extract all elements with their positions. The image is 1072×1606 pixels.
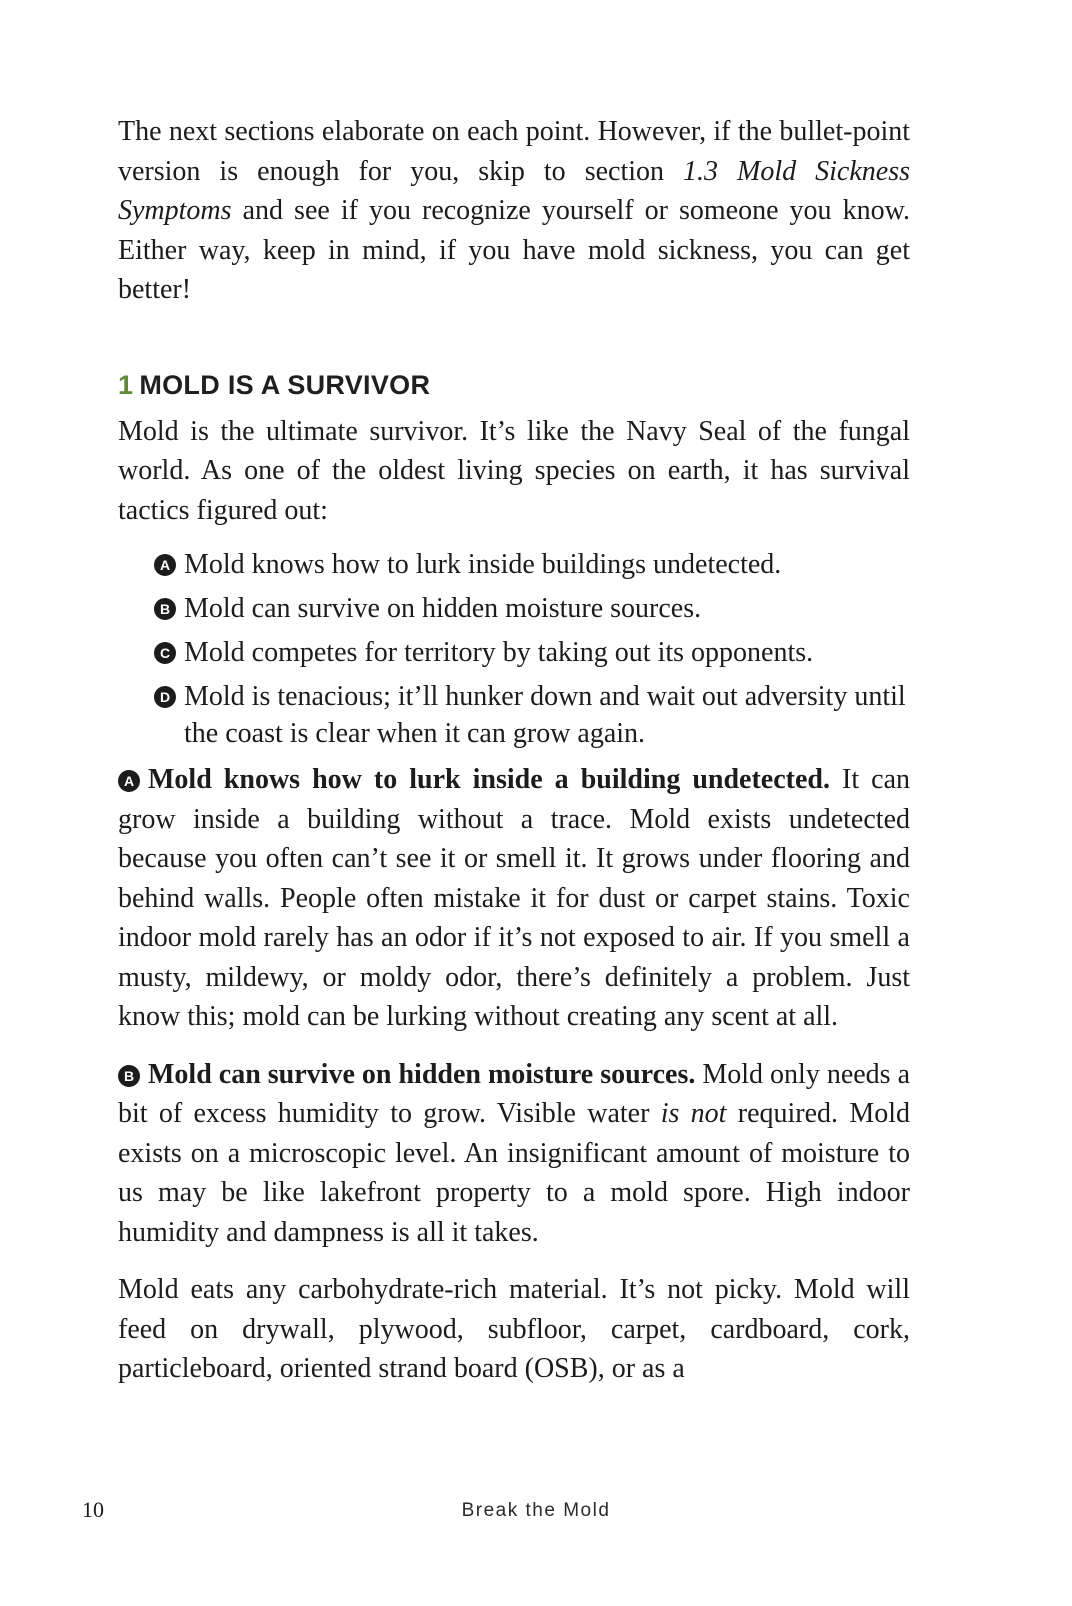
paragraph-a [118, 760, 910, 1037]
paragraph-b-body-after: required. Mold exists on a microscopic level. An insignificant amount of moisture to us may be like lakefront property to a mold spore. High indoor humidity and dampness is all it takes. [118, 1098, 910, 1248]
list-item-text: Mold can survive on hidden moisture sources. [184, 593, 702, 624]
section-heading [118, 368, 910, 402]
list-item-text: Mold competes for territory by taking out its opponents. [184, 637, 814, 668]
letter-b-badge-icon: B [154, 598, 176, 620]
page-content [118, 112, 910, 1389]
page-number: 10 [82, 1497, 104, 1522]
intro-text-after: and see if you recognize yourself or someone you know. Either way, keep in mind, if you have mold sickness, you can get better! [118, 195, 910, 305]
paragraph-a-body: It can grow inside a building without a trace. Mold exists undetected because you often can’t see it or smell it. It grows under flooring and behind walls. People often mistake it for dust or carpet stains. Toxic indoor mold rarely has an odor if it’s not exposed to air. If you smell a musty, mildewy, or moldy odor, there’s definitely a problem. Just know this; mold can be lurking without creating any scent at all. [118, 764, 911, 1032]
intro-paragraph [118, 112, 910, 310]
list-item [154, 678, 910, 752]
section-reference: 1.3 Mold Sickness Symptoms [118, 155, 910, 226]
list-item-text: Mold is tenacious; it’ll hunker down and wait out adversity until the coast is clear when it can grow again. [184, 681, 906, 749]
paragraph-a-lead-text: Mold knows how to lurk inside a building undetected. [148, 764, 830, 795]
list-item [154, 590, 910, 627]
running-footer-title: Break the Mold [461, 1500, 611, 1521]
section-number: 1 [118, 369, 134, 400]
paragraph-b [118, 1055, 910, 1253]
paragraph-a-lead [118, 764, 830, 795]
list-item-text: Mold knows how to lurk inside buildings undetected. [184, 549, 782, 580]
paragraph-b-lead-text: Mold can survive on hidden moisture sources. [148, 1058, 696, 1090]
intro-text-before: The next sections elaborate on each point. However, if the bullet-point version is enough for you, skip to section [118, 116, 910, 187]
section-title: MOLD IS A SURVIVOR [139, 369, 431, 400]
list-item [154, 634, 910, 671]
list-item [154, 546, 910, 583]
paragraph-b-emphasis: is not [660, 1098, 727, 1129]
letter-a-badge-icon: A [154, 554, 176, 576]
paragraph-b-body-before: Mold only needs a bit of excess humidity to grow. Visible water [118, 1058, 911, 1129]
letter-a-badge-icon: A [118, 770, 140, 792]
survival-points-list [118, 546, 910, 752]
paragraph-c: Mold eats any carbohydrate-rich material. It’s not picky. Mold will feed on drywall, plywood, subfloor, carpet, cardboard, cork, particleboard, oriented strand board (OSB), or as a [118, 1274, 910, 1384]
paragraph-b-lead [118, 1059, 695, 1090]
section-intro: Mold is the ultimate survivor. It’s like the Navy Seal of the fungal world. As one of the oldest living species on earth, it has survival tactics figured out: [118, 415, 910, 526]
letter-c-badge-icon: C [154, 642, 176, 664]
letter-d-badge-icon: D [154, 686, 176, 708]
letter-b-badge-icon: B [118, 1065, 140, 1087]
